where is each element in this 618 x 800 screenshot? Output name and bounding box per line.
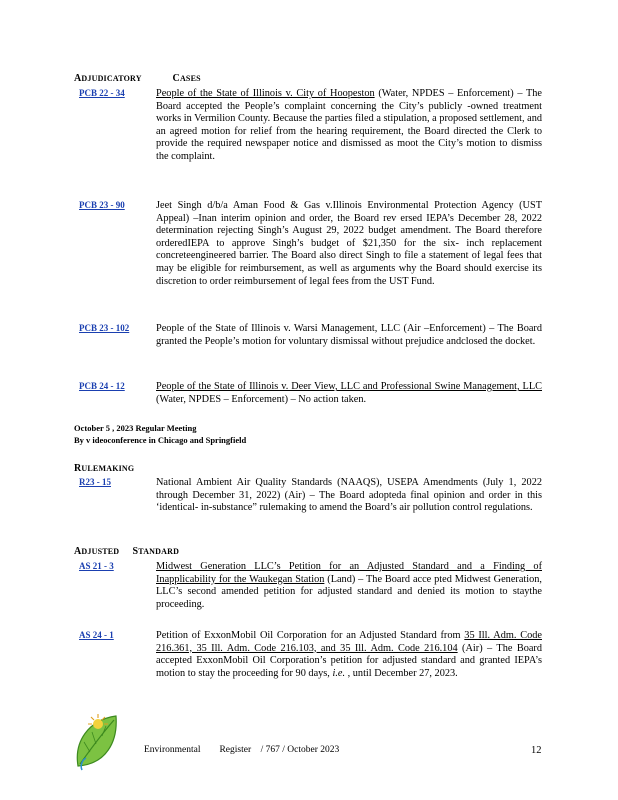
entry-text: Midwest Generation LLC’s Petition for an Adjusted Standard and a Finding of Inapplicability for the Waukegan Station (Land) – The Board acce pted Midwest Generation, LLC’s second amended petition for adjusted standard and denied its motion to staythe proceeding. [156, 561, 542, 610]
case-link[interactable]: AS 21 - 3 [79, 561, 114, 571]
case-link[interactable]: PCB 23 - 90 [79, 200, 125, 210]
section-heading-adjudicatory: ADJUDICATORY CASES [74, 73, 201, 84]
meeting-info [74, 422, 246, 446]
case-link[interactable]: PCB 24 - 12 [79, 381, 125, 391]
section-heading-adjusted-standard: ADJUSTED STANDARD [74, 546, 180, 557]
entry-text: People of the State of Illinois v. City of Hoopeston (Water, NPDES – Enforcement) – The Board accepted the People’s complaint concerning the City’s publicly -owned treatment works in Vermilion County. Because the parties filed a stipulation, a proposed settlement, and an agreed motion for relief from the hearing requirement, the Board directed the Clerk to provide the required newspaper notice and dismissed as moot the City’s motion to dismiss the complaint. [156, 88, 542, 162]
page-footer [0, 735, 618, 775]
footer-publication: Environmental Register / 767 / October 2023 [144, 745, 340, 755]
case-link[interactable]: R23 - 15 [79, 477, 111, 487]
case-link[interactable]: PCB 23 - 102 [79, 323, 130, 333]
section-heading-rulemaking: RULEMAKING [74, 463, 135, 474]
page-number: 12 [531, 745, 542, 756]
meeting-date: October 5 , 2023 Regular Meeting [74, 423, 197, 433]
case-link[interactable]: AS 24 - 1 [79, 630, 114, 640]
entry-text: People of the State of Illinois v. Warsi Management, LLC (Air –Enforcement) – The Board granted the People’s motion for voluntary dismissal without prejudice andclosed the docket. [156, 323, 542, 347]
meeting-location: By v ideoconference in Chicago and Springfield [74, 435, 247, 445]
entry-text: People of the State of Illinois v. Deer View, LLC and Professional Swine Management, LLC (Water, NPDES – Enforcement) – No action taken. [156, 381, 542, 405]
entry-text: Petition of ExxonMobil Oil Corporation for an Adjusted Standard from 35 Ill. Adm. Code 216.361, 35 Ill. Adm. Code 216.103, and 35 Ill. Adm. Code 216.104 (Air) – The Board accepted ExxonMobil Oil Corporation’s petition for adjusted standard and granted IEPA’s motion to stay the proceeding for 90 days, i.e. , until December 27, 2023. [156, 630, 542, 679]
case-link[interactable]: PCB 22 - 34 [79, 88, 125, 98]
entry-text: National Ambient Air Quality Standards (NAAQS), USEPA Amendments (July 1, 2022 through December 31, 2022) (Air) – The Board adopteda final opinion and order in this ‘identical- in-substance” rulemaking to amend the Board’s air pollution control regulations. [156, 477, 542, 514]
entry-text: Jeet Singh d/b/a Aman Food & Gas v.Illinois Environmental Protection Agency (UST Appeal) –Inan interim opinion and order, the Board rev ersed IEPA’s December 28, 2022 determination rejecting Singh’s August 29, 2022 budget amendment. The Board therefore orderedIEPA to approve Singh’s budget of $21,350 for the six- inch replacement concreteengineered barrier. The Board also direct Singh to file a statement of legal fees that may be eligible for reimbursement, as well as arguments why the Board should exercise its discretion to order reimbursement of legal fees from the UST Fund. [156, 200, 542, 287]
